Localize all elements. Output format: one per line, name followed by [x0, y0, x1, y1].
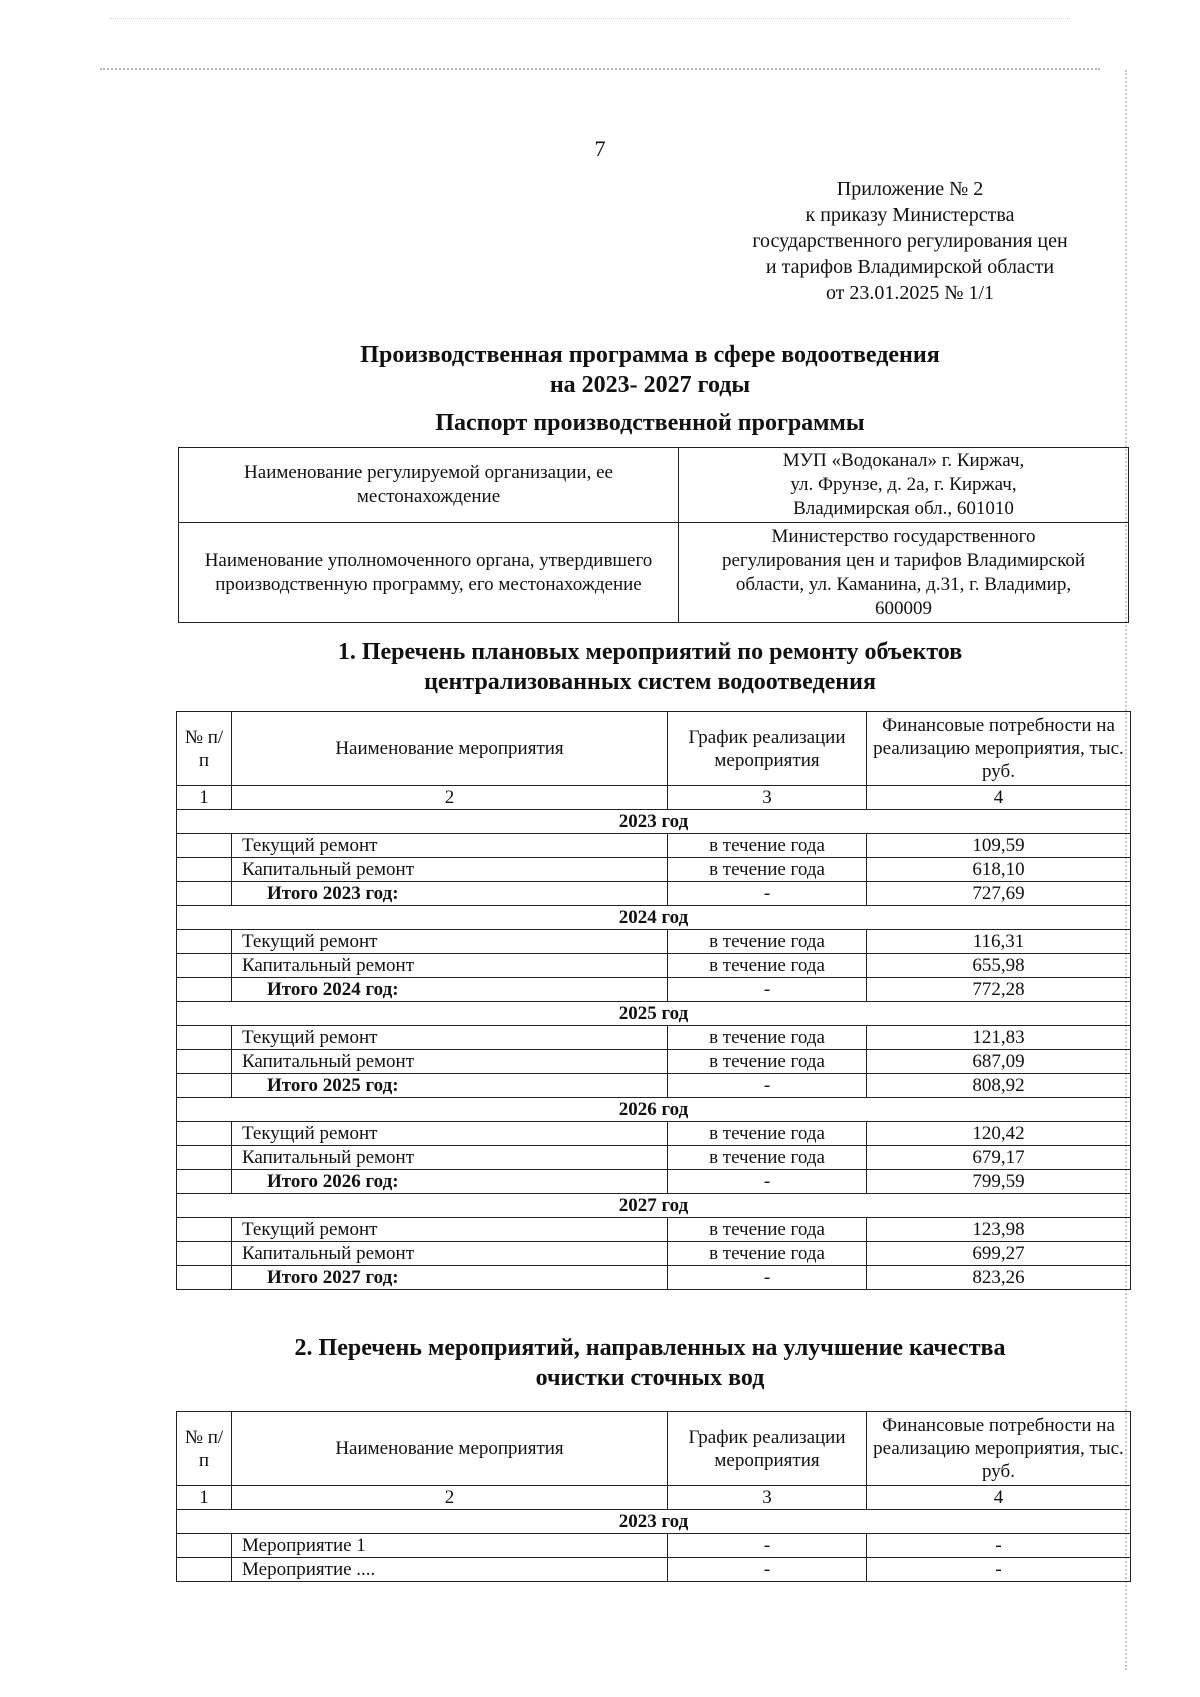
- column-number: 2: [232, 786, 668, 810]
- row-num: [177, 1050, 232, 1074]
- row-num: [177, 1534, 232, 1558]
- year-label: 2025 год: [177, 1002, 1131, 1026]
- measure-name: Текущий ремонт: [232, 1218, 668, 1242]
- year-label: 2023 год: [177, 1510, 1131, 1534]
- section-title-line: 2. Перечень мероприятий, направленных на улучшение качества: [294, 1335, 1006, 1361]
- measure-amount: 109,59: [867, 834, 1131, 858]
- passport-value-line: МУП «Водоканал» г. Киржач,: [782, 450, 1025, 471]
- treatment-quality-table: [176, 1411, 1131, 1582]
- row-num: [177, 1146, 232, 1170]
- passport-label: Наименование регулируемой организации, ее местонахождение: [179, 448, 679, 523]
- row-num: [177, 1170, 232, 1194]
- measure-name: Текущий ремонт: [232, 834, 668, 858]
- year-row: [177, 1194, 1131, 1218]
- section-2-title: [180, 1333, 1120, 1393]
- column-header-schedule: График реализации мероприятия: [668, 712, 867, 786]
- passport-label: Наименование уполномоченного органа, утвердившего производственную программу, его местонахождение: [179, 523, 679, 623]
- measure-name: Капитальный ремонт: [232, 858, 668, 882]
- measure-amount: 120,42: [867, 1122, 1131, 1146]
- measure-name: Капитальный ремонт: [232, 1242, 668, 1266]
- document-title-line: Производственная программа в сфере водоотведения: [360, 342, 940, 368]
- table-header-row: [177, 712, 1131, 786]
- passport-value: [679, 523, 1129, 623]
- repair-measures-table: [176, 711, 1131, 1290]
- passport-row: [179, 448, 1129, 523]
- passport-value: [679, 448, 1129, 523]
- row-num: [177, 882, 232, 906]
- row-num: [177, 1266, 232, 1290]
- table-row: [177, 1050, 1131, 1074]
- row-num: [177, 834, 232, 858]
- column-header-name: Наименование мероприятия: [232, 712, 668, 786]
- row-num: [177, 930, 232, 954]
- column-number: 3: [668, 786, 867, 810]
- measure-schedule: в течение года: [668, 858, 867, 882]
- appendix-note: [710, 176, 1110, 306]
- total-amount: 772,28: [867, 978, 1131, 1002]
- column-number: 4: [867, 786, 1131, 810]
- scan-artifact-top: [110, 18, 1070, 19]
- total-label: Итого 2027 год:: [232, 1266, 668, 1290]
- measure-name: Мероприятие ....: [232, 1558, 668, 1582]
- table-header-row: [177, 1412, 1131, 1486]
- row-num: [177, 1074, 232, 1098]
- column-header-finance: Финансовые потребности на реализацию мероприятия, тыс. руб.: [867, 1412, 1131, 1486]
- total-schedule: -: [668, 882, 867, 906]
- year-label: 2027 год: [177, 1194, 1131, 1218]
- year-label: 2024 год: [177, 906, 1131, 930]
- total-schedule: -: [668, 1266, 867, 1290]
- year-row: [177, 1002, 1131, 1026]
- total-label: Итого 2025 год:: [232, 1074, 668, 1098]
- measure-amount: 121,83: [867, 1026, 1131, 1050]
- year-row: [177, 906, 1131, 930]
- column-header-finance: Финансовые потребности на реализацию мероприятия, тыс. руб.: [867, 712, 1131, 786]
- section-title-line: очистки сточных вод: [535, 1365, 765, 1391]
- passport-heading: Паспорт производственной программы: [435, 410, 865, 436]
- year-label: 2023 год: [177, 810, 1131, 834]
- column-header-num: № п/п: [177, 712, 232, 786]
- measure-amount: -: [867, 1558, 1131, 1582]
- appendix-line: к приказу Министерства: [805, 204, 1015, 226]
- row-num: [177, 1218, 232, 1242]
- measure-amount: 655,98: [867, 954, 1131, 978]
- total-row: [177, 978, 1131, 1002]
- measure-name: Текущий ремонт: [232, 1026, 668, 1050]
- section-title-line: централизованных систем водоотведения: [424, 669, 876, 695]
- table-row: [177, 1534, 1131, 1558]
- year-label: 2026 год: [177, 1098, 1131, 1122]
- total-schedule: -: [668, 1074, 867, 1098]
- passport-value-line: Министерство государственного: [771, 525, 1036, 547]
- measure-name: Мероприятие 1: [232, 1534, 668, 1558]
- appendix-line: от 23.01.2025 № 1/1: [825, 282, 995, 304]
- measure-name: Капитальный ремонт: [232, 954, 668, 978]
- row-num: [177, 1558, 232, 1582]
- measure-schedule: в течение года: [668, 1050, 867, 1074]
- measure-schedule: в течение года: [668, 1146, 867, 1170]
- total-label: Итого 2023 год:: [232, 882, 668, 906]
- passport-value-line: Владимирская обл., 601010: [793, 498, 1014, 519]
- column-header-num: № п/п: [177, 1412, 232, 1486]
- row-num: [177, 1242, 232, 1266]
- column-number-row: [177, 1486, 1131, 1510]
- table-row: [177, 834, 1131, 858]
- row-num: [177, 954, 232, 978]
- row-num: [177, 1122, 232, 1146]
- measure-name: Капитальный ремонт: [232, 1050, 668, 1074]
- passport-value-line: 600009: [875, 597, 932, 619]
- total-row: [177, 1074, 1131, 1098]
- passport-row: [179, 523, 1129, 623]
- table-row: [177, 1242, 1131, 1266]
- table-row: [177, 930, 1131, 954]
- column-number-row: [177, 786, 1131, 810]
- measure-schedule: в течение года: [668, 1242, 867, 1266]
- column-number: 2: [232, 1486, 668, 1510]
- measure-amount: 687,09: [867, 1050, 1131, 1074]
- measure-name: Капитальный ремонт: [232, 1146, 668, 1170]
- row-num: [177, 1026, 232, 1050]
- document-title: [180, 340, 1120, 400]
- total-schedule: -: [668, 978, 867, 1002]
- measure-schedule: -: [668, 1534, 867, 1558]
- passport-table: [178, 447, 1129, 623]
- appendix-line: и тарифов Владимирской области: [765, 256, 1055, 278]
- measure-schedule: в течение года: [668, 834, 867, 858]
- measure-schedule: в течение года: [668, 1026, 867, 1050]
- passport-value-line: ул. Фрунзе, д. 2а, г. Киржач,: [790, 474, 1017, 495]
- column-number: 1: [177, 786, 232, 810]
- measure-amount: 116,31: [867, 930, 1131, 954]
- total-amount: 727,69: [867, 882, 1131, 906]
- column-header-schedule: График реализации мероприятия: [668, 1412, 867, 1486]
- passport-value-line: области, ул. Каманина, д.31, г. Владимир,: [735, 573, 1072, 595]
- measure-schedule: в течение года: [668, 1122, 867, 1146]
- column-number: 1: [177, 1486, 232, 1510]
- table-row: [177, 1122, 1131, 1146]
- document-title-line: на 2023- 2027 годы: [549, 372, 751, 398]
- measure-schedule: в течение года: [668, 954, 867, 978]
- total-amount: 799,59: [867, 1170, 1131, 1194]
- passport-value-line: регулирования цен и тарифов Владимирской: [721, 549, 1086, 571]
- measure-name: Текущий ремонт: [232, 930, 668, 954]
- row-num: [177, 978, 232, 1002]
- year-row: [177, 810, 1131, 834]
- year-row: [177, 1098, 1131, 1122]
- total-schedule: -: [668, 1170, 867, 1194]
- measure-schedule: в течение года: [668, 1218, 867, 1242]
- page-number: 7: [594, 136, 606, 161]
- measure-schedule: в течение года: [668, 930, 867, 954]
- total-row: [177, 1170, 1131, 1194]
- total-amount: 808,92: [867, 1074, 1131, 1098]
- table-row: [177, 1218, 1131, 1242]
- year-row: [177, 1510, 1131, 1534]
- table-row: [177, 858, 1131, 882]
- table-row: [177, 1146, 1131, 1170]
- measure-amount: 679,17: [867, 1146, 1131, 1170]
- table-row: [177, 954, 1131, 978]
- total-row: [177, 882, 1131, 906]
- appendix-line: государственного регулирования цен: [752, 230, 1068, 252]
- measure-name: Текущий ремонт: [232, 1122, 668, 1146]
- total-row: [177, 1266, 1131, 1290]
- measure-schedule: -: [668, 1558, 867, 1582]
- appendix-line: Приложение № 2: [836, 178, 984, 200]
- scan-artifact-top-dotted: [100, 68, 1100, 70]
- total-label: Итого 2026 год:: [232, 1170, 668, 1194]
- column-number: 4: [867, 1486, 1131, 1510]
- measure-amount: -: [867, 1534, 1131, 1558]
- section-title-line: 1. Перечень плановых мероприятий по ремонту объектов: [337, 639, 963, 665]
- measure-amount: 618,10: [867, 858, 1131, 882]
- total-amount: 823,26: [867, 1266, 1131, 1290]
- column-header-name: Наименование мероприятия: [232, 1412, 668, 1486]
- total-label: Итого 2024 год:: [232, 978, 668, 1002]
- row-num: [177, 858, 232, 882]
- table-row: [177, 1026, 1131, 1050]
- table-row: [177, 1558, 1131, 1582]
- measure-amount: 123,98: [867, 1218, 1131, 1242]
- column-number: 3: [668, 1486, 867, 1510]
- section-1-title: [180, 637, 1120, 697]
- measure-amount: 699,27: [867, 1242, 1131, 1266]
